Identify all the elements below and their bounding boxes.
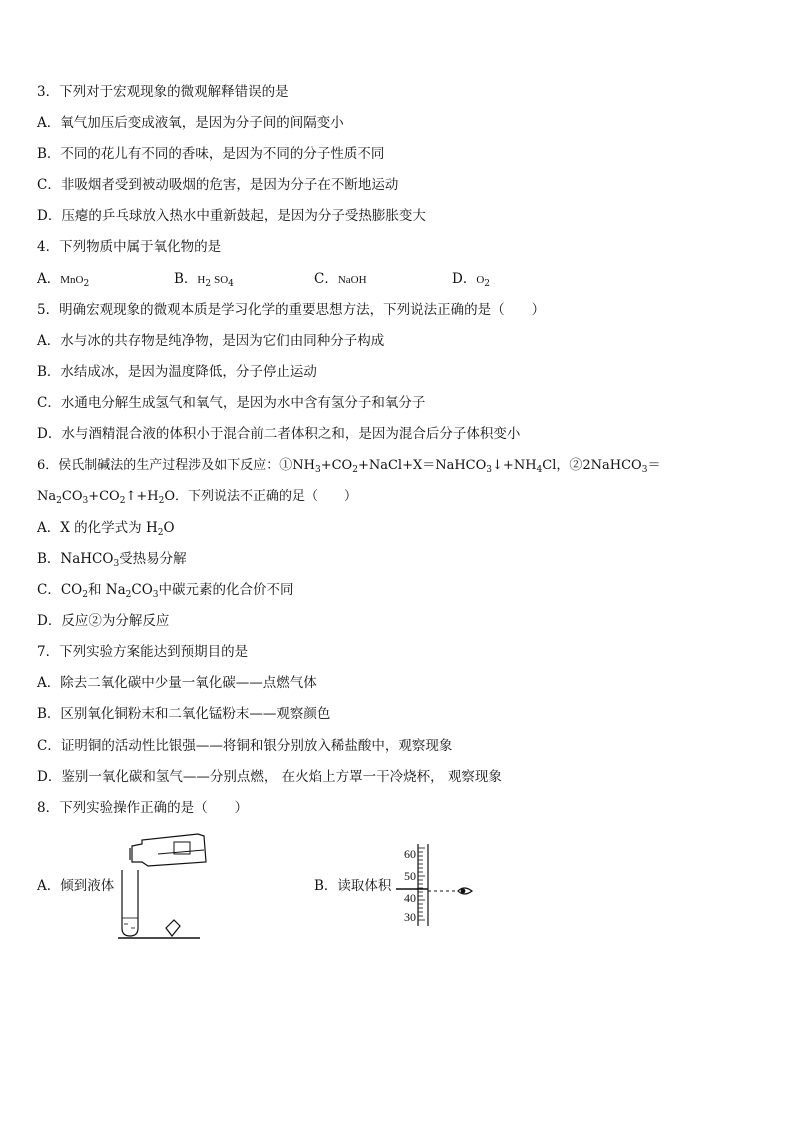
q5-option-b: B．水结成冰，是因为温度降低，分子停止运动 [37,364,317,380]
q8-option-b-label: B．读取体积 [314,878,392,894]
q3-stem: 3．下列对于宏观现象的微观解释错误的是 [37,84,289,100]
q7-option-b: B．区别氧化铜粉末和二氧化锰粉末——观察颜色 [37,706,331,722]
q6-option-d: D．反应②为分解反应 [37,613,170,629]
q7-option-a: A．除去二氧化碳中少量一氧化碳——点燃气体 [37,675,317,691]
q6-option-c: C．$CO_2$和 $Na_2CO_3$中碳元素的化合价不同 [37,582,294,600]
cylinder-tick-label: 50 [404,869,416,883]
eye-icon [458,888,472,894]
q6-option-a: A．X 的化学式为 $H_2O$ [37,520,175,538]
q8-stem: 8．下列实验操作正确的是（ ） [37,800,249,816]
q4-option-b: B．$H_2$ $SO_4$ [174,271,234,289]
q6-option-b: B．NaHCO$_3$受热易分解 [37,551,187,569]
q5-option-c: C．水通电分解生成氢气和氧气，是因为水中含有氢分子和氧分子 [37,395,426,411]
reagent-bottle-icon [130,834,206,866]
q4-stem: 4．下列物质中属于氧化物的是 [37,239,222,255]
stopper-icon [166,920,180,936]
test-tube-icon [122,870,138,936]
cylinder-tick-label: 30 [404,910,416,924]
graduated-cylinder-figure [392,842,482,930]
q3-option-c: C．非吸烟者受到被动吸烟的危害，是因为分子在不断地运动 [37,177,399,193]
q5-stem: 5．明确宏观现象的微观本质是学习化学的重要思想方法，下列说法正确的是（ ） [37,302,546,318]
q8-option-a-label: A．倾到液体 [37,878,115,894]
q4-option-d: D．$O_2$ [452,271,491,289]
q6-stem-line1: 6．侯氏制碱法的生产过程涉及如下反应：$①NH_3+CO_2+NaCl+X=NaHCO_3↓+NH_4Cl$，②2NaHCO$_3$＝ [37,458,661,475]
q4-option-a: A．MnO$_2$ [37,271,90,289]
q3-option-b: B．不同的花儿有不同的香味，是因为不同的分子性质不同 [37,146,385,162]
cylinder-ticks [418,848,425,920]
q6-stem-line2: $Na_2CO_3+CO_2↑+H_2O$．下列说法不正确的足（ ） [37,489,357,506]
q7-option-d: D．鉴别一氧化碳和氢气——分别点燃， 在火焰上方罩一干冷烧杯， 观察现象 [37,769,502,785]
q7-stem: 7．下列实验方案能达到预期目的是 [37,644,249,660]
cylinder-tick-label: 40 [404,891,416,905]
cylinder-tick-label: 60 [404,847,416,861]
q4-option-c: C．NaOH [314,271,367,287]
q5-option-a: A．水与冰的共存物是纯净物，是因为它们由同种分子构成 [37,333,385,349]
q3-option-d: D．压瘪的乒乓球放入热水中重新鼓起，是因为分子受热膨胀变大 [37,208,426,224]
q3-option-a: A．氧气加压后变成液氧，是因为分子间的间隔变小 [37,115,344,131]
pouring-liquid-figure [118,832,208,944]
q5-option-d: D．水与酒精混合液的体积小于混合前二者体积之和，是因为混合后分子体积变小 [37,426,521,442]
q7-option-c: C．证明铜的活动性比银强——将铜和银分别放入稀盐酸中，观察现象 [37,738,453,754]
